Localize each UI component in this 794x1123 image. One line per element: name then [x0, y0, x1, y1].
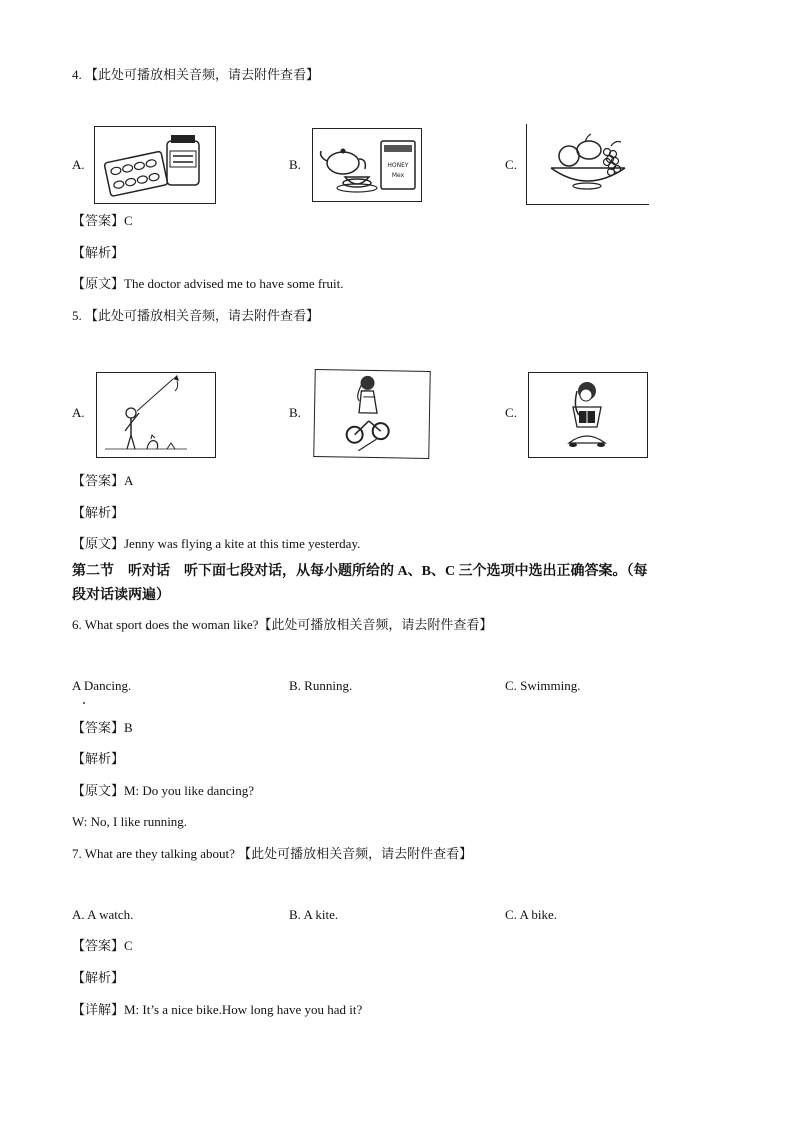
- decorative-dot: [83, 702, 85, 704]
- q7-analysis: 【解析】: [72, 970, 125, 985]
- q4-option-a-label: A.: [72, 157, 85, 172]
- q5-analysis: 【解析】: [72, 505, 125, 520]
- honey-label: HONEY: [387, 162, 409, 169]
- section2-heading-line1: 第二节 听对话 听下面七段对话，从每小题所给的 A、B、C 三个选项中选出正确答案。（每: [72, 564, 648, 579]
- q5-stem: 5. 【此处可播放相关音频，请去附件查看】: [72, 308, 320, 323]
- q7-choice-c: C. A bike.: [505, 907, 558, 922]
- q4-option-b-label: B.: [289, 157, 301, 172]
- q4-original: 【原文】The doctor advised me to have some fruit.: [72, 276, 344, 291]
- q7-choice-a: A. A watch.: [72, 907, 134, 922]
- q5-option-a-picture: [96, 372, 216, 458]
- q4-answer: 【答案】C: [72, 213, 133, 228]
- q6-choice-b: B. Running.: [289, 678, 353, 693]
- kite-flying-icon: [97, 373, 215, 457]
- q4-stem: 4. 【此处可播放相关音频，请去附件查看】: [72, 67, 320, 82]
- q5-option-c-picture: [528, 372, 648, 458]
- q6-dialogue-w: W: No, I like running.: [72, 814, 188, 829]
- q5-option-b-picture: [313, 369, 431, 459]
- q6-choice-a: A Dancing.: [72, 678, 132, 693]
- q6-original: 【原文】M: Do you like dancing?: [72, 783, 254, 798]
- q5-option-c-label: C.: [505, 405, 517, 420]
- girl-cycling-icon: [314, 370, 429, 458]
- q6-answer: 【答案】B: [72, 720, 133, 735]
- q4-analysis: 【解析】: [72, 245, 125, 260]
- q4-option-a-picture: [94, 126, 216, 204]
- q6-choice-c: C. Swimming.: [505, 678, 581, 693]
- girl-reading-icon: [529, 373, 647, 457]
- medicine-icon: [95, 127, 215, 203]
- q7-choice-b: B. A kite.: [289, 907, 339, 922]
- q6-stem: 6. What sport does the woman like?【此处可播放相关音频，请去附件查看】: [72, 617, 493, 632]
- q5-option-b-label: B.: [289, 405, 301, 420]
- q4-option-c-picture: [526, 124, 649, 205]
- fruit-bowl-icon: [527, 124, 649, 204]
- q5-original: 【原文】Jenny was flying a kite at this time yesterday.: [72, 536, 361, 551]
- q4-option-c-label: C.: [505, 157, 517, 172]
- q7-detail: 【详解】M: It’s a nice bike.How long have you had it?: [72, 1002, 363, 1017]
- q5-answer: 【答案】A: [72, 473, 134, 488]
- q6-analysis: 【解析】: [72, 751, 125, 766]
- q5-option-a-label: A.: [72, 405, 85, 420]
- tea-and-honey-icon: [313, 129, 421, 201]
- q4-option-b-picture: [312, 128, 422, 202]
- section2-heading-line2: 段对话读两遍）: [72, 588, 170, 603]
- honey-sublabel: Mex: [391, 172, 405, 179]
- q7-stem: 7. What are they talking about? 【此处可播放相关音频，请去附件查看】: [72, 846, 473, 861]
- q7-answer: 【答案】C: [72, 938, 133, 953]
